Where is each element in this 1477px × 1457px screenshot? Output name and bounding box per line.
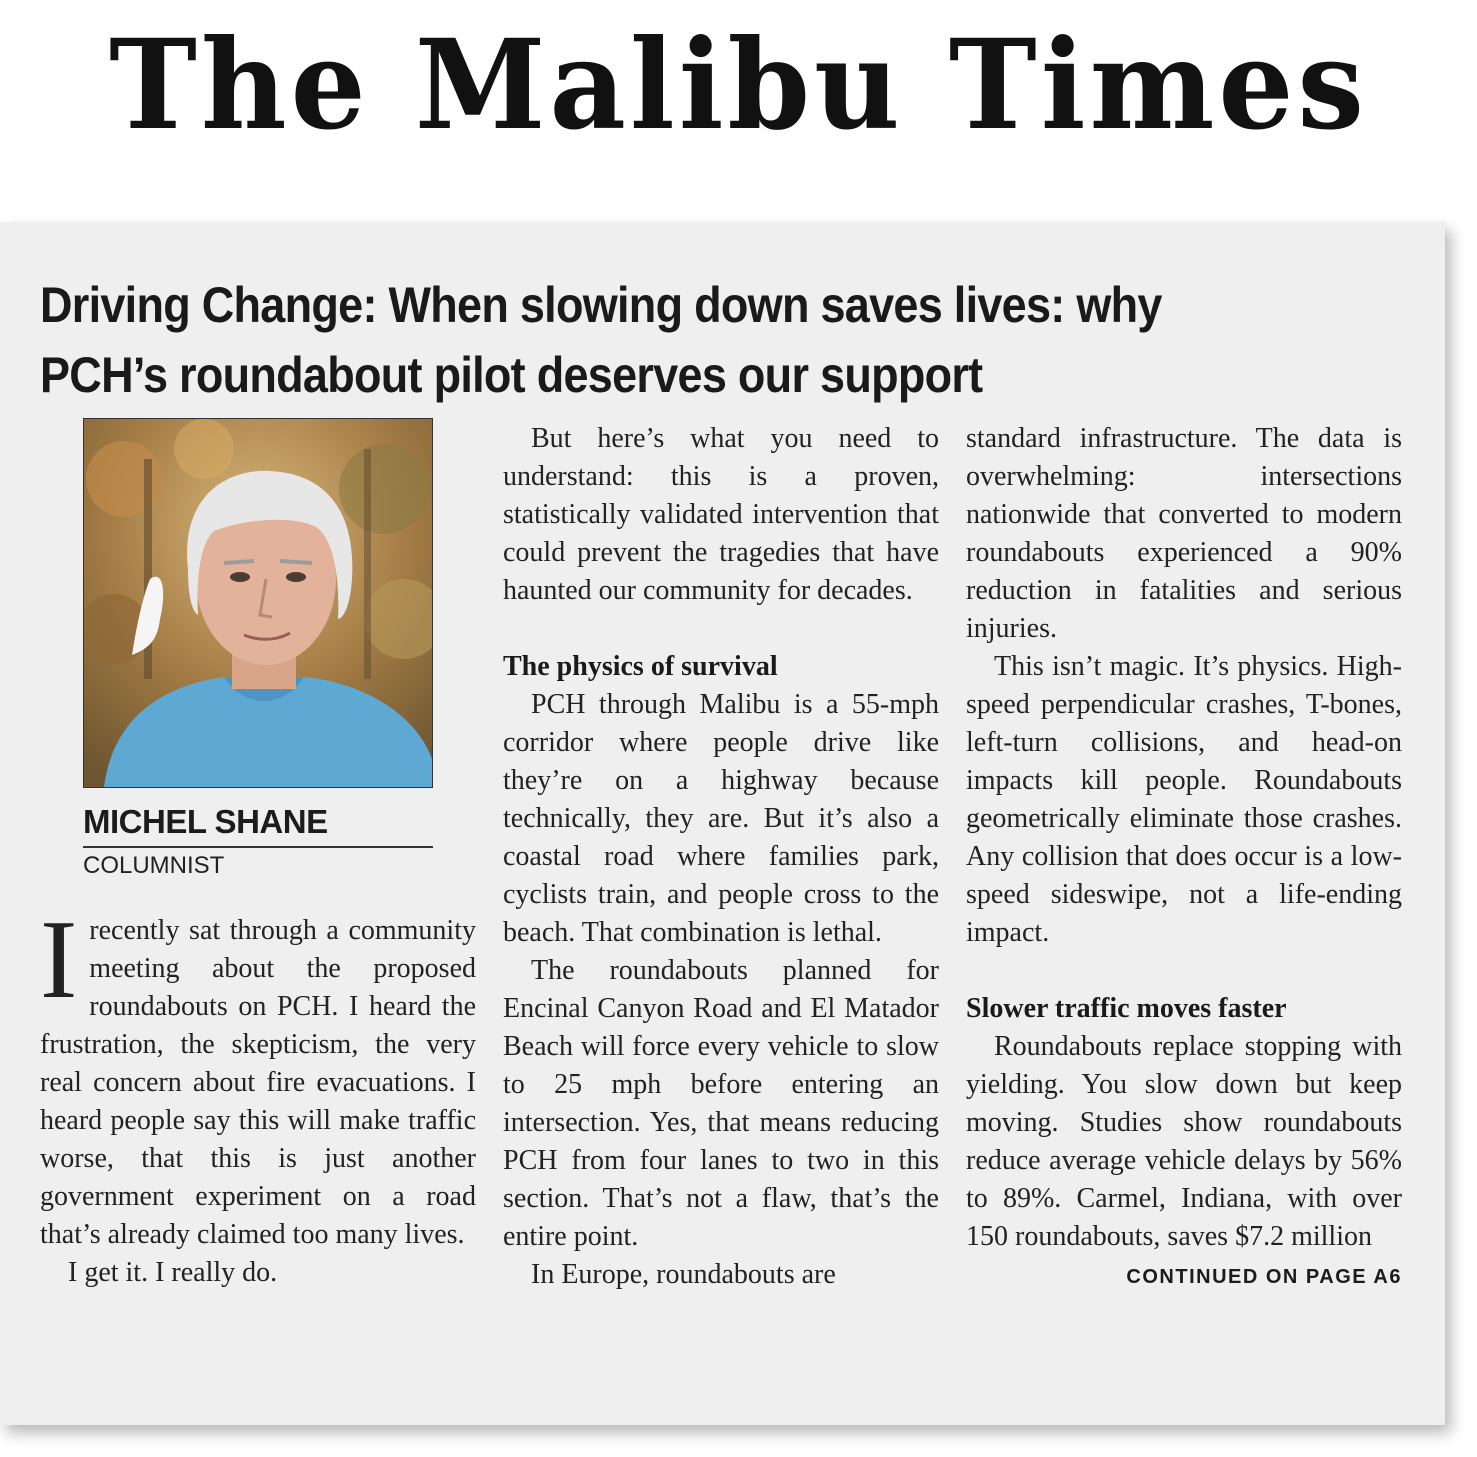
article-paragraph: Roundabouts replace stopping with yielding. You slow down but keep moving. Studies show roundabouts reduce average vehicle delays by 56% to 89%. Carmel, Indiana, with over 150 roundabouts, saves $7.2 million xyxy=(966,1031,1402,1252)
columnist-photo xyxy=(83,418,433,788)
article-paragraph: But here’s what you need to understand: this is a proven, statistically validated intervention that could prevent the tragedies that have haunted our community for decades. xyxy=(503,423,939,606)
article-paragraph: The roundabouts planned for Encinal Canyon Road and El Matador Beach will force every vehicle to slow to 25 mph before entering an intersection. Yes, that means reducing PCH from four lanes to two in this section. That’s not a flaw, that’s the entire point. xyxy=(503,955,939,1252)
article-headline: Driving Change: When slowing down saves lives: why PCH’s roundabout pilot deserves our support xyxy=(40,277,1162,403)
article-column-1 xyxy=(40,898,476,1292)
byline-divider xyxy=(83,846,433,848)
columnist-name: MICHEL SHANE xyxy=(83,803,328,840)
article-paragraph: PCH through Malibu is a 55-mph corridor where people drive like they’re on a highway because technically, they are. But it’s also a coastal road where families park, cyclists train, and people cross to the beach. That combination is lethal. xyxy=(503,689,939,948)
columnist-role: COLUMNIST xyxy=(83,852,225,879)
section-spacer xyxy=(966,952,1402,990)
masthead-title: The Malibu Times xyxy=(109,11,1368,158)
article-paragraph: standard infrastructure. The data is overwhelming: intersections nationwide that converted to modern roundabouts experienced a 90% reduction in fatalities and serious injuries. xyxy=(966,423,1402,644)
article-clipping xyxy=(0,222,1445,1425)
article-paragraph: This isn’t magic. It’s physics. High-speed perpendicular crashes, T-bones, left-turn collisions, and head-on impacts kill people. Roundabouts geometrically eliminate those crashes. Any collision that does occur is a low-speed sideswipe, not a life-ending impact. xyxy=(966,651,1402,948)
article-paragraph: In Europe, roundabouts are xyxy=(531,1259,836,1290)
continued-on-page-link[interactable]: CONTINUED ON PAGE A6 xyxy=(1126,1266,1402,1288)
article-column-3 xyxy=(966,420,1402,1294)
section-heading: The physics of survival xyxy=(503,651,778,682)
section-spacer xyxy=(503,610,939,648)
masthead xyxy=(0,0,1477,190)
article-paragraph: I get it. I really do. xyxy=(68,1257,278,1288)
section-heading: Slower traffic moves faster xyxy=(966,993,1287,1024)
drop-cap: I xyxy=(40,898,78,1022)
paragraph-text: recently sat through a community meeting about the proposed roundabouts on PCH. I heard the frustration, the skepticism, the very real concern about fire evacuations. I heard people say this will make traffic worse, that this is just another government experiment on a road that’s already claimed too many lives. xyxy=(40,915,476,1250)
article-column-2 xyxy=(503,420,939,1294)
article-paragraph xyxy=(40,898,476,1254)
columnist-portrait-image xyxy=(84,419,432,787)
